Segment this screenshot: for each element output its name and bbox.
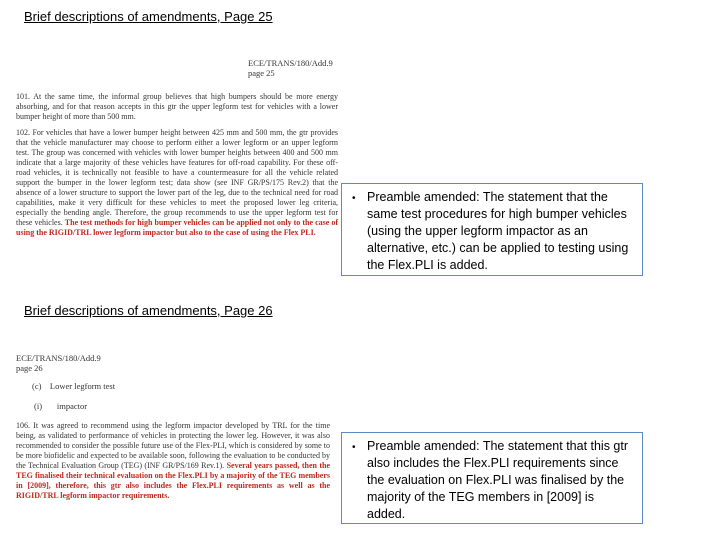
doc-ref-number: ECE/TRANS/180/Add.9 <box>248 58 333 68</box>
callout-text: Preamble amended: The statement that the same test procedures for high bumper vehicles (using the upper legform impactor as an alternative, etc.) can be applied to testing using the Flex.PLI is added. <box>367 190 629 272</box>
paragraph-106 <box>16 421 330 501</box>
item-impactor: (i) impactor <box>34 401 88 411</box>
amendment-callout-page-25 <box>341 183 643 276</box>
document-excerpt-page-25 <box>16 58 338 238</box>
callout-text: Preamble amended: The statement that this gtr also includes the Flex.PLI requirements since the evaluation on Flex.PLI was finalised by the majority of the TEG members in [2009] is added. <box>367 439 629 521</box>
amendment-callout-page-26 <box>341 432 643 524</box>
bullet-icon: • <box>352 442 356 453</box>
bullet-icon: • <box>352 193 356 204</box>
item-lower-legform-test: (c) Lower legform test <box>32 381 116 391</box>
section-heading-page-25: Brief descriptions of amendments, Page 25 <box>24 9 273 24</box>
paragraph-102 <box>16 128 338 238</box>
paragraph-106-amendment: Several years passed, then the TEG finalised their technical evaluation on the Flex.PLI by a majority of the TEG members in [2009], therefore, this gtr also includes the Flex.PLI requirements as well as the RIGID/TRL legform impactor requirements. <box>16 461 331 500</box>
section-heading-page-26: Brief descriptions of amendments, Page 26 <box>24 303 273 318</box>
paragraph-102-text: 102. For vehicles that have a lower bumper height between 425 mm and 500 mm, the gtr provides that the vehicle manufacturer may choose to perform either a lower legform or an upper legform test. The group was concerned with vehicles with lower bumper heights between 400 and 500 mm indicate that a large majority of these vehicles have features for off-road capability. For these off-road vehicles, it is technically not feasible to have a countermeasure for all the vehicle related support the bumper in the lower legform test; data show (see INF GR/PS/175 Rev.2) that the absence of a lower structure to support the lower part of the leg, due to the technical need for road capabilities, make it very difficult for these vehicles to meet the proposed lower leg criteria, especially the bending angle. Therefore, the group recommends to use the upper legform test for these vehicles. <box>16 128 338 227</box>
doc-page-number: page 26 <box>16 363 43 373</box>
doc-reference <box>248 58 338 78</box>
paragraph-101: 101. At the same time, the informal group believes that high bumpers should be more energy absorbing, and for that reason accepts in this gtr the upper legform test for vehicles with a lower bumper height of more than 500 mm. <box>16 92 338 121</box>
doc-page-number: page 25 <box>248 68 275 78</box>
doc-ref-number: ECE/TRANS/180/Add.9 <box>16 353 101 363</box>
document-excerpt-page-26 <box>16 353 330 501</box>
paragraph-102-amendment: The test methods for high bumper vehicles can be applied not only to the case of using the RIGID/TRL lower legform impactor but also to the case of using the Flex PLI. <box>16 218 339 237</box>
paragraph-106-text: 106. It was agreed to recommend using the legform impactor developed by TRL for the time being, as validated to performance of vehicles in protecting the lower leg. However, it was also recommended to consider the possible future use of the Flex-PLI, which is considered by some to be more biofidelic and expected to be available soon, following the evaluation to be conducted by the Technical Evaluation Group (TEG) (INF GR/PS/169 Rev.1). <box>16 421 330 470</box>
